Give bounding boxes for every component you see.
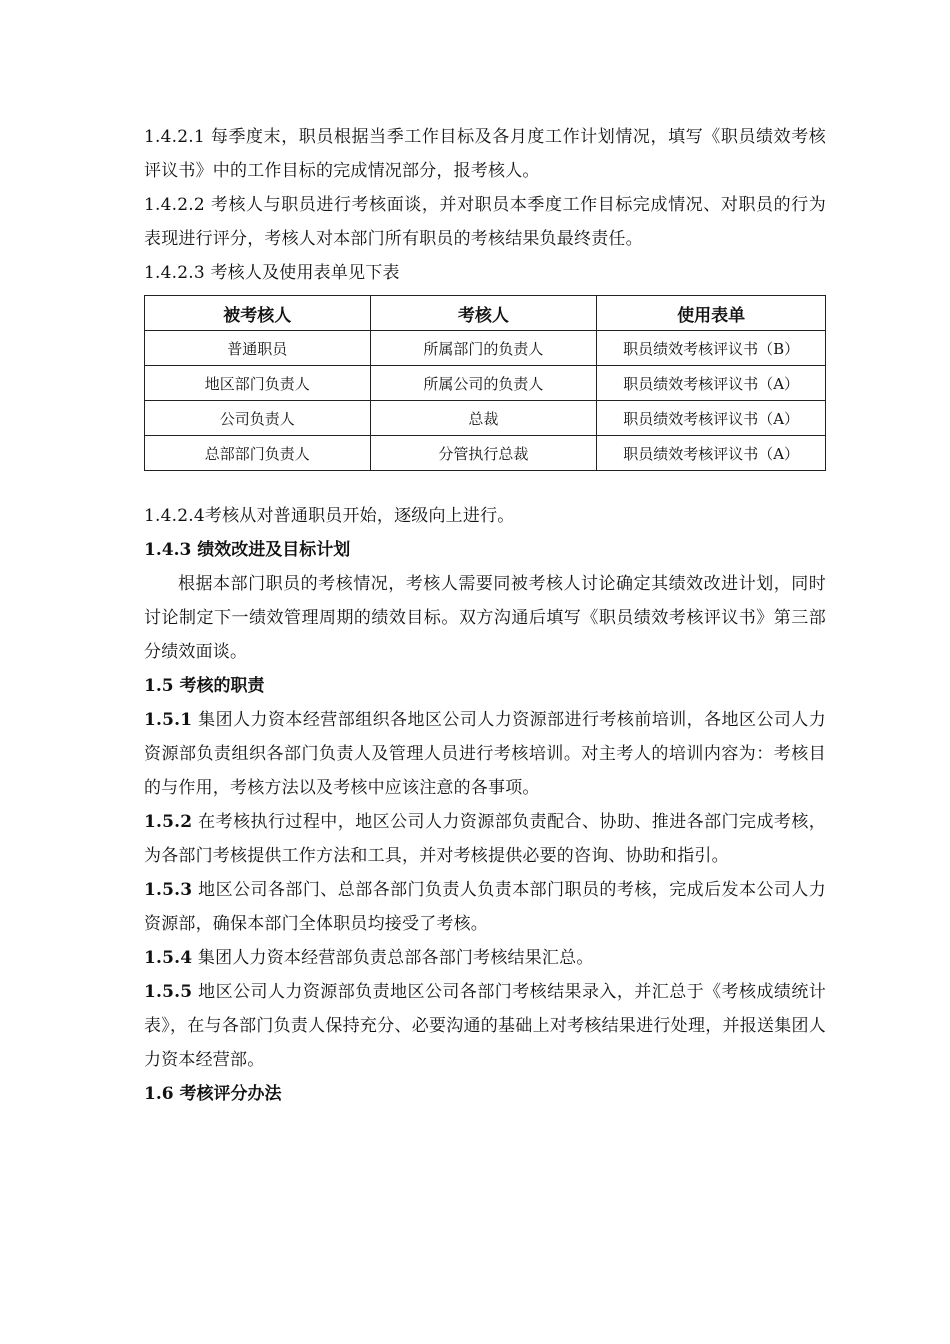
clause-text: 地区公司人力资源部负责地区公司各部门考核结果录入，并汇总于《考核成绩统计表》，在与各部门负责人保持充分、必要沟通的基础上对考核结果进行处理，并报送集团人力资本经营部。: [144, 982, 826, 1070]
table-row: [145, 401, 826, 436]
paragraph-1421: 1.4.2.1 每季度末，职员根据当季工作目标及各月度工作计划情况，填写《职员绩效考核评议书》中的工作目标的完成情况部分，报考核人。: [144, 127, 826, 181]
clause-number: 1.5.4: [144, 948, 193, 968]
table-header-row: [145, 296, 826, 331]
clause-number: 1.5.5: [144, 982, 193, 1002]
table-cell: 地区部门负责人: [145, 366, 371, 401]
table-row: [145, 366, 826, 401]
paragraph-155: [144, 975, 826, 1077]
clause-number: 1.5.2: [144, 812, 193, 832]
document-page: [144, 120, 826, 1111]
paragraph-143-body: 根据本部门职员的考核情况，考核人需要同被考核人讨论确定其绩效改进计划，同时讨论制定下一绩效管理周期的绩效目标。双方沟通后填写《职员绩效考核评议书》第三部分绩效面谈。: [144, 574, 826, 662]
table-header-form: 使用表单: [597, 296, 826, 331]
table-header-assessee: 被考核人: [145, 296, 371, 331]
clause-text: 集团人力资本经营部负责总部各部门考核结果汇总。: [192, 948, 594, 968]
table-cell: 职员绩效考核评议书（A）: [597, 366, 826, 401]
table-cell: 所属公司的负责人: [370, 366, 597, 401]
table-cell: 职员绩效考核评议书（B）: [597, 331, 826, 366]
heading-16: 1.6 考核评分办法: [144, 1084, 282, 1104]
table-cell: 公司负责人: [145, 401, 371, 436]
clause-text: 集团人力资本经营部组织各地区公司人力资源部进行考核前培训，各地区公司人力资源部负责组织各部门负责人及管理人员进行考核培训。对主考人的培训内容为：考核目的与作用，考核方法以及考核中应该注意的各事项。: [144, 710, 826, 798]
paragraph-1423: 1.4.2.3 考核人及使用表单见下表: [144, 263, 400, 283]
clause-number: 1.5.1: [144, 710, 193, 730]
paragraph-154: [144, 941, 826, 975]
table-cell: 所属部门的负责人: [370, 331, 597, 366]
clause-text: 在考核执行过程中，地区公司人力资源部负责配合、协助、推进各部门完成考核，为各部门考核提供工作方法和工具，并对考核提供必要的咨询、协助和指引。: [144, 812, 826, 866]
table-cell: 总裁: [370, 401, 597, 436]
paragraph-1424: 1.4.2.4考核从对普通职员开始，逐级向上进行。: [144, 506, 515, 526]
table-cell: 总部部门负责人: [145, 436, 371, 471]
clause-number: 1.5.3: [144, 880, 193, 900]
table-header-assessor: 考核人: [370, 296, 597, 331]
table-row: [145, 331, 826, 366]
table-row: [145, 436, 826, 471]
clause-text: 地区公司各部门、总部各部门负责人负责本部门职员的考核，完成后发本公司人力资源部，确保本部门全体职员均接受了考核。: [144, 880, 826, 934]
table-cell: 分管执行总裁: [370, 436, 597, 471]
paragraph-152: [144, 805, 826, 873]
heading-15: 1.5 考核的职责: [144, 676, 265, 696]
table-cell: 普通职员: [145, 331, 371, 366]
table-cell: 职员绩效考核评议书（A）: [597, 401, 826, 436]
paragraph-153: [144, 873, 826, 941]
heading-143: 1.4.3 绩效改进及目标计划: [144, 540, 351, 560]
table-cell: 职员绩效考核评议书（A）: [597, 436, 826, 471]
assessment-table: [144, 295, 826, 471]
paragraph-151: [144, 703, 826, 805]
paragraph-1422: 1.4.2.2 考核人与职员进行考核面谈，并对职员本季度工作目标完成情况、对职员的行为表现进行评分，考核人对本部门所有职员的考核结果负最终责任。: [144, 195, 826, 249]
